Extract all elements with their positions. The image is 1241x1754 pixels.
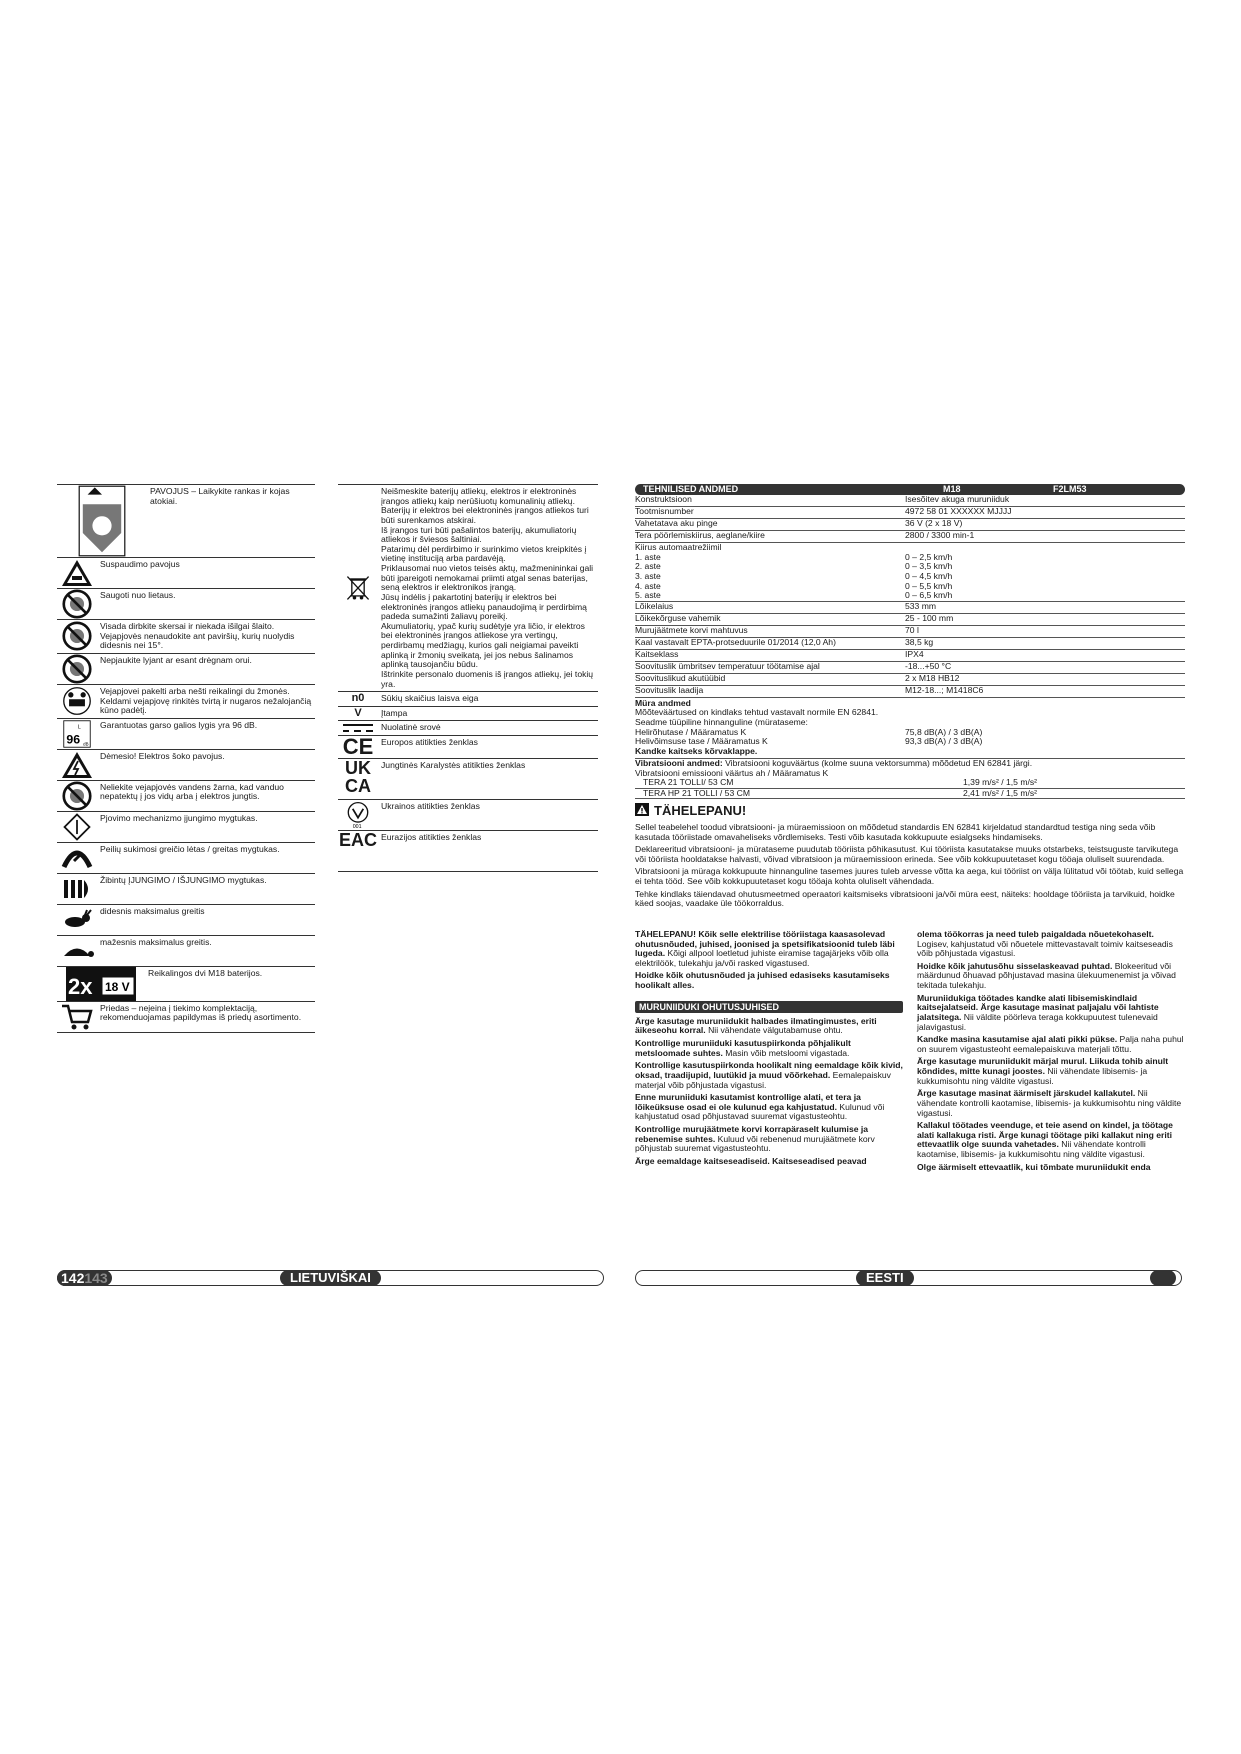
turtle-icon	[57, 936, 97, 966]
symbol-row	[338, 706, 598, 721]
page-number-right-faded: 143	[84, 1270, 108, 1286]
svg-text:L: L	[77, 724, 81, 731]
tech-key: Tootmisnumber	[635, 506, 694, 516]
tech-key: Lõikekõrguse vahemik	[635, 612, 721, 623]
attention-title: TÄHELEPANU!	[654, 803, 747, 819]
sound-level-icon	[57, 719, 97, 749]
cutting-switch-icon	[57, 812, 97, 842]
symbol-row	[57, 904, 315, 935]
safety-paragraph: Ärge eemaldage kaitseseadiseid. Kaitseseadised peavad	[635, 1155, 867, 1166]
tech-row	[635, 602, 1185, 614]
safety-paragraph: Kontrollige kasutuspiirkonda hoolikalt ning eemaldage kõik kivid, oksad, traadijupid, luutükid ja muud võõrkehad. Eemalepaiskuv materjal võib põhjustada vigastusi.	[635, 1060, 903, 1090]
symbol-text: Įtampa	[381, 707, 408, 718]
safety-paragraph: Muruniidukiga töötades kandke alati libisemiskindlaid kaitsejalatseid. Ärge kasutage masinat paljajalu või lahtiste jalatsitega. Nii väldite pöörleva teraga kokkupuutest tulenevaid jalavigastusi.	[917, 992, 1159, 1032]
symbol-text: Nepjaukite lyjant ar esant drėgnam orui.	[100, 654, 252, 665]
symbol-row	[57, 842, 315, 873]
attention-heading	[635, 803, 1185, 820]
electric-shock-icon	[57, 750, 97, 780]
vibration-value: 1,39 m/s² / 1,5 m/s²	[963, 777, 1038, 788]
attention-paragraph: Deklareeritud vibratsiooni- ja mürataseme puudutab tööriista põhikasutust. Kui tööriista kasutatakse muuks otstarbeks, teistsuguste tarvikutega või tööriista hooldatakse halvasti, võivad vibratsioon ja müraemissioon erineda. See võib kokkupuutetaset kogu tööaja oluliselt suurendada.	[635, 844, 1179, 864]
vibration-label: TERA 21 TOLLI/ 53 CM	[643, 777, 734, 788]
svg-text:18 V: 18 V	[105, 979, 130, 994]
symbol-row	[57, 966, 315, 1001]
symbol-row	[57, 653, 315, 684]
symbol-text: Europos atitikties ženklas	[381, 737, 478, 747]
symbol-row	[338, 720, 598, 735]
safety-paragraph: Ärge kasutage masinat äärmiselt järskudel kallakutel. Nii vähendate kontrolli kaotamise, libisemis- ja kukkumisohtu ning väldite vigastusi.	[917, 1088, 1182, 1118]
lift-two-people-icon	[57, 685, 97, 718]
tech-key: Soovituslik laadija	[635, 684, 704, 695]
recycle-row	[338, 484, 598, 691]
svg-text:dB: dB	[83, 741, 89, 747]
tech-key: Konstruktsioon	[635, 494, 692, 504]
noise-line: Helivõimsuse tase / Määramatus K 93,3 dB(A) / 3 dB(A)	[635, 736, 983, 747]
mower-safety-bar: MURUNIIDUKI OHUTUSJUHISED	[635, 1001, 903, 1013]
glove-warning-icon	[57, 485, 147, 557]
tech-key: Soovituslik ümbritsev temperatuur töötamise ajal	[635, 660, 820, 671]
cart-icon	[57, 1002, 97, 1032]
safety-paragraph: TÄHELEPANU! Kõik selle elektrilise tööriistaga kaasasolevad ohutusnõuded, juhised, joonised ja spetsifikatsioonid tuleb läbi lugeda. Kõigi allpool loetletud juhiste eiramise tagajärjeks võib olla elektrilöök, tulekahju ja/või rasked vigastused.	[635, 928, 895, 968]
noise-line: Helirõhutase / Määramatus K 75,8 dB(A) / 3 dB(A)	[635, 726, 983, 737]
symbol-text: Dėmesio! Elektros šoko pavojus.	[100, 750, 225, 761]
symbol-row	[57, 718, 315, 749]
symbol-text: Nuolatinė srovė	[381, 722, 441, 733]
safety-paragraph: Kandke masina kasutamise ajal alati pikki pükse. Palja naha puhul on suurem vigastusteoht eemalepaiskuva materjali tõttu.	[917, 1034, 1184, 1054]
rabbit-icon	[57, 905, 97, 935]
tech-title: TEHNILISED ANDMED	[643, 484, 739, 494]
dc-icon	[338, 721, 378, 735]
two-batteries-icon	[57, 967, 145, 1001]
symbol-text: Suspaudimo pavojus	[100, 559, 180, 569]
tech-row	[635, 674, 1185, 686]
symbol-row	[338, 799, 598, 830]
attention-paragraph: Sellel teabelehel toodud vibratsiooni- ja müraemissioon on mõõdetud standardis EN 62841 kirjeldatud standardtud testiga ning seda võib kasutada tööriistade omavaheliseks võrdlemiseks. Testi võib kasutada kokkupuute esialgseks hindamiseks.	[635, 821, 1156, 842]
symbol-text: Pjovimo mechanizmo įjungimo mygtukas.	[100, 812, 258, 823]
symbol-text: Saugoti nuo lietaus.	[100, 590, 176, 600]
ce-mark-icon: CE	[342, 734, 374, 759]
tech-value: Isesõitev akuga muruniiduk	[905, 494, 1010, 504]
wet-grass-icon	[57, 654, 97, 684]
tech-row	[635, 543, 1185, 602]
symbol-text: Visada dirbkite skersai ir niekada išilgai šlaito. Vejapjovės nenaudokite ant paviršių, kurių nuolydis didesnis nei 15°.	[100, 621, 295, 651]
svg-text:2x: 2x	[68, 973, 93, 999]
tech-row	[635, 650, 1185, 662]
tech-model-m18: M18	[943, 484, 961, 494]
tech-value: 25 - 100 mm	[905, 612, 954, 623]
symbol-row	[57, 484, 315, 557]
safety-paragraph: Hoidke kõik jahutusõhu sisselaskeavad puhtad. Blokeeritud või määrdunud õhuavad põhjustavad masina ülekuumenemist ja võivad tekitada tulekahju.	[917, 960, 1176, 991]
language-label-right: EESTI	[856, 1270, 914, 1286]
tech-value: 0 – 2,5 km/h 0 – 3,5 km/h 0 – 4,5 km/h 0 – 5,5 km/h 0 – 6,5 km/h	[905, 551, 953, 601]
no-rain-icon	[57, 589, 97, 619]
ukrainian-mark-icon	[338, 800, 378, 830]
symbol-text: PAVOJUS – Laikykite rankas ir kojas atokiai.	[150, 486, 290, 506]
noise-title: Müra andmed	[635, 697, 691, 708]
symbol-text: Žibintų ĮJUNGIMO / IŠJUNGIMO mygtukas.	[100, 874, 267, 885]
language-label-left: LIETUVIŠKAI	[280, 1270, 381, 1286]
tech-value: 2 x M18 HB12	[905, 672, 960, 683]
symbol-text: Jungtinės Karalystės atitikties ženklas	[381, 760, 526, 770]
symbol-text: didesnis maksimalus greitis	[100, 905, 205, 916]
symbol-text: Vejapjovei pakelti arba nešti reikalingi du žmonės. Keldami vejapjovę rinkitės tvirtą ir nugaros nežalojančią kūno padėtį.	[100, 685, 312, 716]
tech-value: 38,5 kg	[905, 636, 934, 647]
crushing-hazard-icon	[57, 558, 97, 588]
symbol-text: mažesnis maksimalus greitis.	[100, 936, 212, 947]
noise-line: Mõõteväärtused on kindlaks tehtud vastavalt normile EN 62841.	[635, 707, 879, 718]
no-load-speed-icon: n0	[351, 692, 365, 705]
symbol-row	[57, 588, 315, 619]
slope-icon	[57, 620, 97, 653]
ear-protect-note: Kandke kaitseks kõrvaklappe.	[635, 745, 758, 756]
symbol-text: Ukrainos atitikties ženklas	[381, 801, 480, 811]
safety-paragraph: Kallakul töötades veenduge, et teie asend on kindel, ja töötage alati kallakuga risti. Ärge kunagi töötage piki kallakut ning eriti ettevaatlik olge suunda vahetades. Nii vähendate kontrolli kaotamise, libisemis- ja kukkumisohtu ning väldite vigastusi.	[917, 1120, 1173, 1160]
noise-line: Seadme tüüpiline hinnanguline (mürataseme:	[635, 717, 808, 727]
tech-value: -18...+50 °C	[905, 660, 952, 671]
vibration-title: Vibratsiooni andmed:	[635, 757, 723, 768]
symbol-row	[338, 735, 598, 758]
attention-paragraph: Vibratsiooni ja müraga kokkupuute hinnanguline tasemes juures tuleb arvesse võtta ka aega, kui tööriist on välja lülitatud või töötab, kuid sellega ei tehta tööd. See võib kokkupuutetaset kogu tööaja kohta oluliselt vähendada.	[635, 866, 1184, 887]
symbol-row	[57, 811, 315, 842]
safety-paragraph: Ärge kasutage muruniidukit halbades ilmatingimustes, eriti äikeseohu korral. Nii vähendate välgutabamuse ohtu.	[635, 1015, 877, 1036]
vibration-sub: Vibratsiooni emissiooni väärtus ah / Määramatus K	[635, 767, 829, 778]
symbols-table-2	[338, 484, 598, 872]
warning-triangle-icon	[635, 803, 649, 820]
symbol-text: Sūkių skaičius laisva eiga	[381, 693, 479, 704]
symbol-text: Peilių sukimosi greičio lėtas / greitas mygtukas.	[100, 843, 280, 854]
light-on-off-icon	[57, 874, 97, 904]
safety-paragraph: Kontrollige muruniiduki kasutuspiirkonda põhjalikult metsloomade suhtes. Masin võib metsloomi vigastada.	[635, 1038, 851, 1058]
tech-key: Kaal vastavalt EPTA-protseduurile 01/2014 (12,0 Ah)	[635, 636, 836, 647]
tech-value: 70 l	[905, 624, 919, 635]
symbol-row	[338, 830, 598, 872]
tech-key: Murujäätmete korvi mahtuvus	[635, 624, 748, 635]
tech-row	[635, 626, 1185, 638]
page-tab-right	[1150, 1270, 1176, 1286]
vibration-label: TERA HP 21 TOLLI / 53 CM	[643, 787, 750, 798]
symbol-text: Neliekite vejapjovės vandens žarna, kad vanduo nepatektų į jos vidų arba į elektros jungtis.	[100, 781, 284, 802]
tech-row	[635, 614, 1185, 626]
tech-value: 2800 / 3300 min-1	[905, 530, 975, 540]
vibration-value: 2,41 m/s² / 1,5 m/s²	[963, 787, 1038, 798]
tech-value: 36 V (2 x 18 V)	[905, 518, 963, 528]
safety-paragraph: olema töökorras ja need tuleb paigaldada nõuetekohaselt. Logisev, kahjustatud või nõuetele mittevastavalt toimiv kaitseseadis võib põhjustada vigastusi.	[917, 928, 1173, 959]
safety-left-column	[635, 927, 903, 1175]
tech-value: 4972 58 01 XXXXXX MJJJJ	[905, 506, 1012, 516]
tech-key: Kaitseklass	[635, 648, 679, 659]
symbol-text: Garantuotas garso galios lygis yra 96 dB.	[100, 719, 258, 730]
symbols-table	[57, 484, 315, 1033]
noise-section	[635, 699, 1185, 800]
page-number-left: 142143	[57, 1270, 112, 1286]
recycle-text: Neišmeskite baterijų atliekų, elektros ir elektroninės įrangos atliekų kaip nerūšiuotų komunalinių atliekų. Baterijų ir elektros bei elektroninės įrangos atliekos turi būti surenkamos atskirai. Iš įrangos turi būti pašalintos baterijų, akumuliatorių atliekos ir šviesos šaltiniai. Patarimų dėl perdirbimo ir surinkimo vietos kreipkitės į vietinę instituciją arba pardavėją. Priklausomai nuo vietos teisės aktų, mažmenininkai gali būti įpareigoti nemokamai priimti atgal senas baterijas, seną elektros ir elektronikos įrangą. Jūsų indėlis į pakartotinį baterijų ir elektros bei elektroninės įrangos atliekų panaudojimą ir perdirbimą padeda sumažinti žaliavų poreikį. Akumuliatorių, ypač kurių sudėtyje yra ličio, ir elektros bei elektroninės įrangos atliekose yra vertingų, perdirbamų medžiagų, kurios gali neigiamai paveikti aplinką ir žmonių sveikatą, jei jos nebus šalinamos aplinką tausojančiu būdu. Ištrinkite personalo duomenis iš įrangos atliekų, jei tokių yra.	[381, 486, 594, 689]
tech-key: Tera pöörlemiskiirus, aeglane/kiire	[635, 530, 765, 540]
blade-speed-icon	[57, 843, 97, 873]
symbol-row	[57, 557, 315, 588]
attention-paragraph: Tehke kindlaks täiendavad ohutusmeetmed operaatori kaitsmiseks vibratsiooni ja/või müra eest, näiteks: hooldage tööriista ja tarvikuid, hoidke käed soojas, vaadake üle töökorraldus.	[635, 888, 1175, 909]
ukca-mark-icon: UK CA	[345, 758, 371, 796]
symbol-row	[57, 780, 315, 811]
safety-paragraph: Kontrollige murujäätmete korvi korrapäraselt kulumise ja rebenemise suhtes. Kuluud või rebenenud murujäätmete korv põhjustab suuremat vigastusteohtu.	[635, 1124, 875, 1154]
safety-paragraph: Olge äärmiselt ettevaatlik, kui tõmbate muruniidukit enda	[917, 1161, 1151, 1172]
no-water-jet-icon	[57, 781, 97, 811]
estonian-page	[635, 484, 1185, 1175]
tech-model-code: F2LM53	[1053, 484, 1087, 494]
tech-key: Kiirus automaatrežiimil 1. aste 2. aste 3. aste 4. aste 5. aste	[635, 542, 722, 601]
tech-key: Lõikelaius	[635, 600, 674, 611]
tech-row	[635, 638, 1185, 650]
tech-value: M12-18...; M1418C6	[905, 684, 984, 695]
tech-value: 533 mm	[905, 600, 937, 611]
safety-paragraph: Enne muruniiduki kasutamist kontrollige alati, et tera ja lõikeüksuse osad ei ole kulunud ega kahjustatud. Kulunud või kahjustatud osad põhjustavad suuremat vigastusteohtu.	[635, 1092, 885, 1122]
symbol-row	[57, 1001, 315, 1033]
tech-key: Soovituslikud akutüübid	[635, 672, 726, 683]
symbol-row	[57, 684, 315, 718]
symbol-row	[57, 935, 315, 966]
tech-data-table	[635, 495, 1185, 698]
symbol-row	[57, 873, 315, 904]
crossed-bin-icon	[338, 485, 378, 691]
tech-key: Vahetatava aku pinge	[635, 518, 718, 528]
svg-text:001: 001	[352, 824, 362, 830]
safety-paragraph: Hoidke kõik ohutusnõuded ja juhised edasiseks kasutamiseks hoolikalt alles.	[635, 970, 890, 991]
symbol-row	[338, 758, 598, 799]
tech-row	[635, 686, 1185, 698]
svg-text:96: 96	[66, 732, 81, 747]
symbol-row	[57, 619, 315, 653]
symbol-row	[338, 691, 598, 706]
symbol-text: Priedas – neįeina į tiekimo komplektaciją, rekomenduojamas papildymas iš priedų asortimento.	[100, 1002, 302, 1023]
symbol-row	[57, 749, 315, 780]
safety-right-column	[917, 927, 1185, 1175]
safety-paragraph: Ärge kasutage muruniidukit märjal murul. Liikuda tohib ainult kõndides, mitte kunagi joostes. Nii vähendate libisemis- ja kukkumisohtu ning väldite vigastusi.	[917, 1056, 1169, 1086]
vibration-text: Vibratsiooni koguväärtus (kolme suuna vektorsumma) mõõdetud EN 62841 järgi.	[725, 757, 1033, 768]
voltage-icon: V	[354, 707, 362, 720]
tech-row	[635, 662, 1185, 674]
vibration-row	[635, 789, 1185, 800]
symbol-text: Reikalingos dvi M18 baterijos.	[148, 967, 263, 978]
symbol-text: Eurazijos atitikties ženklas	[381, 832, 482, 842]
tech-value: IPX4	[905, 648, 924, 659]
eac-mark-icon: EAC	[338, 830, 377, 850]
